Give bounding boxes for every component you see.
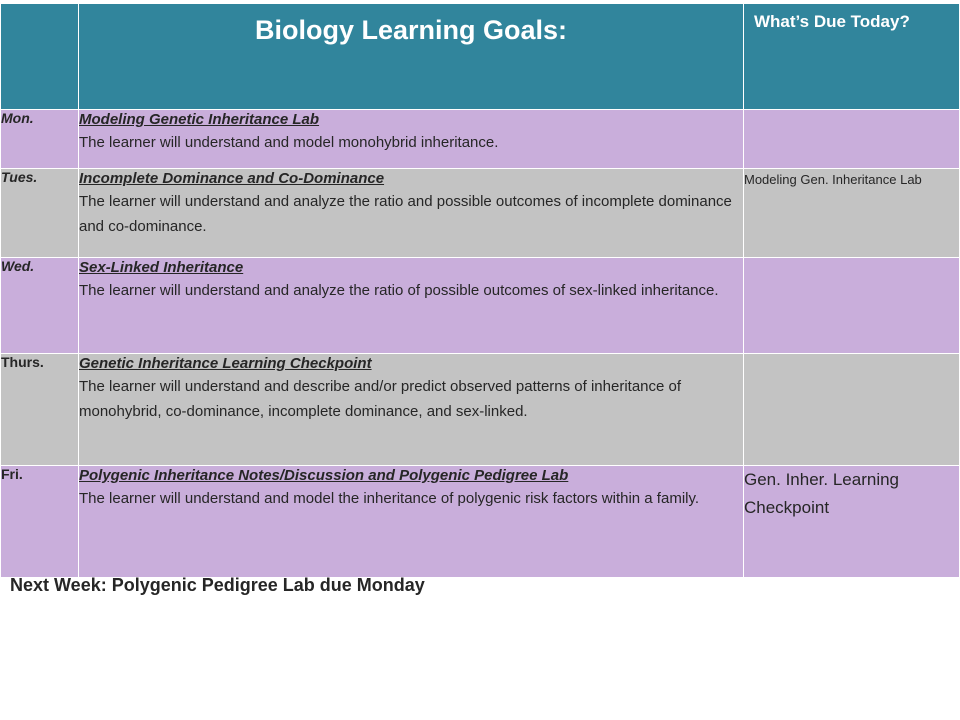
due-item: Modeling Gen. Inheritance Lab bbox=[744, 169, 960, 258]
due-item bbox=[744, 258, 960, 354]
table-title: Biology Learning Goals: bbox=[79, 4, 744, 110]
due-item bbox=[744, 354, 960, 466]
day-label: Fri. bbox=[1, 466, 79, 578]
goal-cell bbox=[79, 169, 744, 258]
table-row-mon bbox=[1, 110, 960, 169]
goal-description: The learner will understand and model monohybrid inheritance. bbox=[79, 134, 499, 151]
table-row-thurs bbox=[1, 354, 960, 466]
table-row-wed bbox=[1, 258, 960, 354]
goal-title: Polygenic Inheritance Notes/Discussion and Polygenic Pedigree Lab bbox=[79, 467, 569, 484]
goal-title: Sex-Linked Inheritance bbox=[79, 259, 244, 276]
goal-title: Modeling Genetic Inheritance Lab bbox=[79, 111, 320, 128]
day-label: Wed. bbox=[1, 258, 79, 354]
goal-cell bbox=[79, 354, 744, 466]
goal-description: The learner will understand and analyze the ratio and possible outcomes of incomplete dominance and co-dominance. bbox=[79, 193, 732, 235]
goal-cell bbox=[79, 466, 744, 578]
goal-title: Incomplete Dominance and Co-Dominance bbox=[79, 170, 385, 187]
goal-description: The learner will understand and describe and/or predict observed patterns of inheritance of monohybrid, co-dominance, incomplete dominance, and sex-linked. bbox=[79, 378, 682, 420]
day-label: Thurs. bbox=[1, 354, 79, 466]
day-label: Mon. bbox=[1, 110, 79, 169]
table-row-fri bbox=[1, 466, 960, 578]
due-today-heading: What’s Due Today? bbox=[744, 4, 960, 110]
goal-cell bbox=[79, 258, 744, 354]
table-row-tues bbox=[1, 169, 960, 258]
header-day-cell bbox=[1, 4, 79, 110]
learning-goals-table bbox=[0, 3, 960, 578]
next-week-note: Next Week: Polygenic Pedigree Lab due Monday bbox=[10, 575, 425, 595]
goal-description: The learner will understand and model the inheritance of polygenic risk factors within a family. bbox=[79, 490, 700, 507]
table-header-row bbox=[1, 4, 960, 110]
goal-description: The learner will understand and analyze the ratio of possible outcomes of sex-linked inheritance. bbox=[79, 282, 719, 299]
goal-title: Genetic Inheritance Learning Checkpoint bbox=[79, 355, 372, 372]
due-item: Gen. Inher. Learning Checkpoint bbox=[744, 466, 960, 578]
due-item bbox=[744, 110, 960, 169]
day-label: Tues. bbox=[1, 169, 79, 258]
goal-cell bbox=[79, 110, 744, 169]
